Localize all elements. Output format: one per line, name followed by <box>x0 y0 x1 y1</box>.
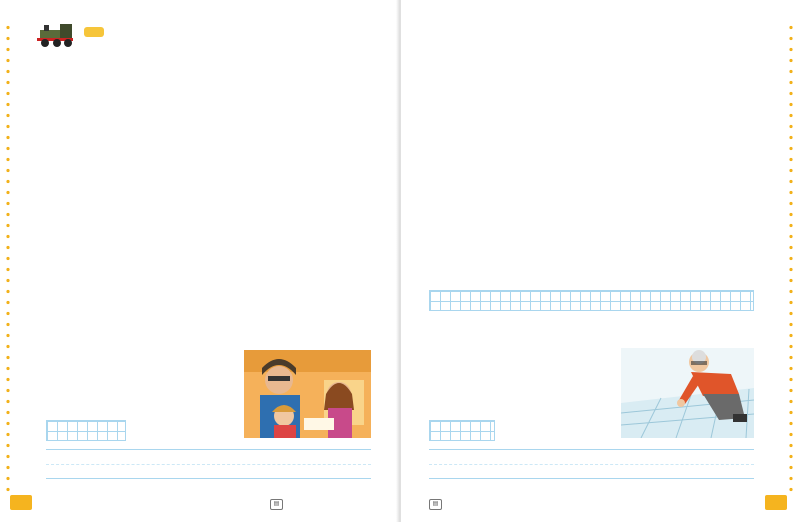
right-page <box>401 0 799 522</box>
task-5-calc-grid <box>429 420 495 441</box>
book-icon: ▤ <box>270 499 283 510</box>
task-2-answer-line <box>46 449 371 479</box>
section-header <box>84 27 104 37</box>
footer-right <box>429 499 446 510</box>
left-page <box>0 0 398 522</box>
train-icon <box>36 22 82 48</box>
cinema-illustration <box>244 350 371 438</box>
page-number-left <box>10 495 32 510</box>
left-dotted-border <box>6 22 10 492</box>
footer-left <box>270 499 287 510</box>
book-icon-r: ▤ <box>429 499 442 510</box>
task-2-calc-grid <box>46 420 126 441</box>
tiling-illustration <box>621 348 754 438</box>
page-number-right <box>765 495 787 510</box>
right-dotted-border <box>789 22 793 492</box>
task-5-answer-line <box>429 449 754 479</box>
task-4-calc-grid <box>429 290 754 311</box>
